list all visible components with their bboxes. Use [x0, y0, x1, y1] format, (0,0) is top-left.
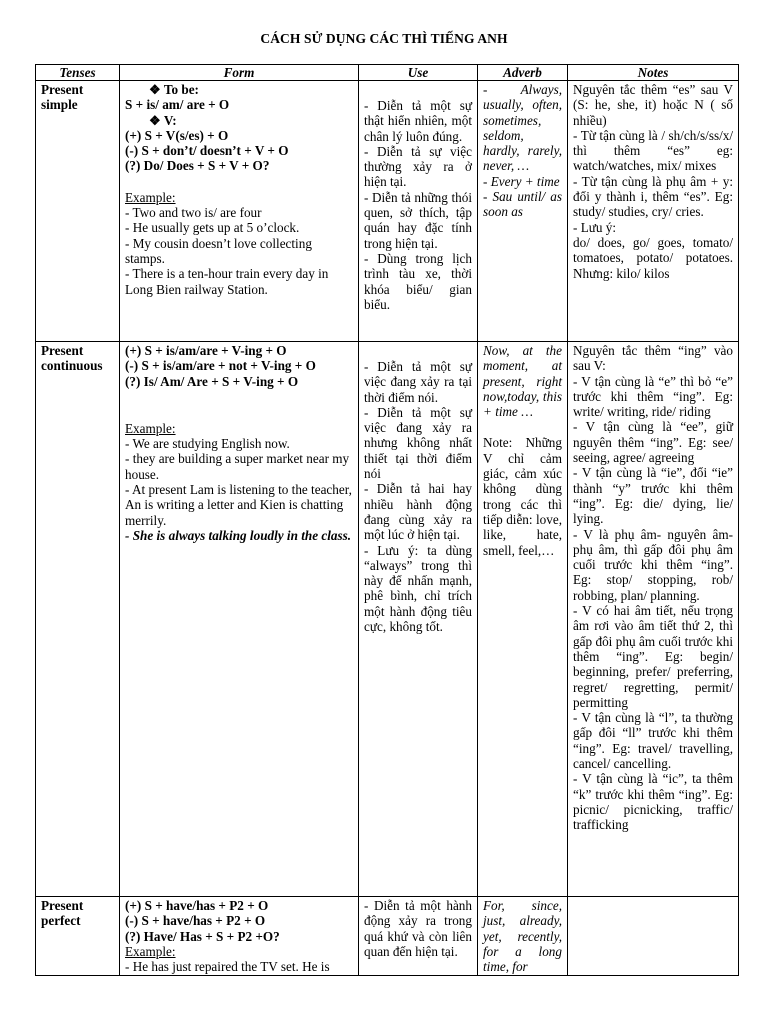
example-line: - they are building a super market near my house.: [125, 451, 350, 482]
page-title: CÁCH SỬ DỤNG CÁC THÌ TIẾNG ANH: [260, 31, 508, 46]
adverb-cell: [478, 897, 568, 976]
tense-cell: Present continuous: [36, 342, 120, 897]
use-cell: [359, 897, 478, 976]
use-item: - Diễn tả hai hay nhiều hành động đang cùng xảy ra một lúc ở hiện tại.: [364, 481, 472, 543]
example-line: - At present Lam is listening to the teacher, An is writing a letter and Kien is chatting merrily.: [125, 482, 352, 528]
formula-line: (?) Do/ Does + S + V + O?: [125, 158, 270, 174]
use-item: - Diễn tả một sự việc đang xảy ra tại thời điểm nói.: [364, 359, 472, 405]
adverb-item: - Sau until/ as soon as: [483, 189, 562, 220]
example-line: - Two and two is/ are four: [125, 205, 262, 221]
formula-line: (?) Is/ Am/ Are + S + V-ing + O: [125, 373, 299, 389]
note-item: Nguyên tắc thêm “es” sau V (S: he, she, it) hoặc N ( số nhiều): [573, 82, 733, 128]
table-row: [36, 81, 739, 342]
formula-line: ❖ To be:: [149, 82, 199, 97]
example-label: Example:: [125, 420, 176, 436]
notes-cell: [568, 81, 739, 342]
use-item: - Diễn tả một hành động xảy ra trong quá khứ và còn liên quan đến hiện tại.: [364, 898, 472, 959]
example-line: - There is a ten-hour train every day in Long Bien railway Station.: [125, 266, 329, 297]
note-item: - V có hai âm tiết, nếu trọng âm rơi vào âm tiết thứ 2, thì gấp đôi phụ âm cuối trước khi thêm “ing”. Eg: begin/ beginning, prefer/ preferring, regret/ regretting, permit/ permitting: [573, 603, 733, 710]
note-item: do/ does, go/ goes, tomato/ tomatoes, potato/ potatoes. Nhưng: kilo/ kilos: [573, 234, 733, 281]
note-item: - V tận cùng là “ee”, giữ nguyên thêm “ing”. Eg: see/ seeing, agree/ agreeing: [573, 419, 733, 466]
formula-line: (+) S + V(s/es) + O: [125, 127, 229, 143]
formula-line: (-) S + is/am/are + not + V-ing + O: [125, 358, 316, 374]
adverb-item: Now, at the moment, at present, right now,today, this + time …: [483, 343, 562, 420]
use-item: - Diễn tả một sự thật hiển nhiên, một chân lý luôn đúng.: [364, 98, 472, 144]
header-tenses: Tenses: [36, 65, 120, 81]
note-item: - Từ tận cùng là phụ âm + y: đổi y thành i, thêm “es”. Eg: study/ studies, cry/ cries.: [573, 173, 733, 220]
header-form: Form: [120, 65, 359, 81]
use-cell: [359, 81, 478, 342]
note-item: - Từ tận cùng là / sh/ch/s/ss/x/ thì thêm “es” eg: watch/watches, mix/ mixes: [573, 127, 733, 174]
example-label: Example:: [125, 189, 176, 205]
note-item: - V tận cùng là “ic”, ta thêm “k” trước khi thêm “ing”. Eg: picnic/ picnicking, traffic/ trafficking: [573, 771, 733, 833]
note-item: - V tận cùng là “e” thì bỏ “e” trước khi thêm “ing”. Eg: write/ writing, ride/ riding: [573, 373, 733, 420]
form-cell: [120, 81, 359, 342]
adverb-item: - Always, usually, often, sometimes, seldom, hardly, rarely, never, …: [483, 82, 562, 174]
use-item: - Dùng trong lịch trình tàu xe, thời khóa biểu/ gian biểu.: [364, 250, 472, 312]
header-notes: Notes: [568, 65, 739, 81]
formula-line: (?) Have/ Has + S + P2 +O?: [125, 928, 280, 944]
adverb-item: Note: Những V chỉ cảm giác, cảm xúc không dùng trong các thì tiếp diễn: love, like, hate, smell, feel,…: [483, 435, 562, 558]
header-adverb: Adverb: [478, 65, 568, 81]
form-cell: [120, 342, 359, 897]
formula-line: (+) S + have/has + P2 + O: [125, 898, 269, 913]
adverb-cell: [478, 81, 568, 342]
notes-cell: [568, 342, 739, 897]
adverb-item: For, since, just, already, yet, recently, for a long time, for: [483, 898, 562, 975]
formula-line: S + is/ am/ are + O: [125, 97, 230, 113]
tense-cell: Present simple: [36, 81, 120, 342]
tense-cell: Present perfect: [36, 897, 120, 976]
formula-line: ❖ V:: [149, 112, 177, 128]
example-line: - He has just repaired the TV set. He is: [125, 959, 330, 975]
note-item: - V tận cùng là “ie”, đổi “ie” thành “y” trước khi thêm “ing”. Eg: die/ dying, lie/ lying.: [573, 465, 733, 527]
example-label: Example:: [125, 943, 176, 959]
note-item: - V là phụ âm- nguyên âm- phụ âm, thì gấp đôi phụ âm cuối trước khi thêm “ing”. Eg: stop/ stopping, rob/ robbing, plan/ planning.: [573, 526, 733, 603]
adverb-item: - Every + time: [483, 173, 560, 189]
notes-cell: [568, 897, 739, 976]
header-use: Use: [359, 65, 478, 81]
example-emphasis-line: - She is always talking loudly in the class.: [125, 527, 352, 543]
use-item: - Diễn tả những thói quen, sở thích, tập quán hay đặc tính trong hiện tại.: [364, 189, 472, 251]
use-item: - Lưu ý: ta dùng “always” trong thì này để nhấn mạnh, phê bình, chỉ trích một hành động tiêu cực, không tốt.: [364, 542, 472, 635]
table-header-row: [36, 65, 739, 81]
form-cell: [120, 897, 359, 976]
example-line: - He usually gets up at 5 o’clock.: [125, 220, 300, 236]
note-item: - V tận cùng là “l”, ta thường gấp đôi “ll” trước khi thêm “ing”. Eg: travel/ travelling, cancel/ cancelling.: [573, 710, 733, 772]
formula-line: (+) S + is/am/are + V-ing + O: [125, 343, 287, 358]
note-item: Nguyên tắc thêm “ing” vào sau V:: [573, 343, 733, 374]
use-item: - Diễn tả một sự việc đang xảy ra nhưng không nhất thiết tại thời điểm nói: [364, 404, 472, 482]
example-line: - My cousin doesn’t love collecting stamps.: [125, 235, 312, 266]
table-row: [36, 897, 739, 976]
table-row: [36, 342, 739, 897]
formula-line: (-) S + have/has + P2 + O: [125, 913, 266, 929]
tenses-table: [35, 64, 739, 976]
example-line: - We are studying English now.: [125, 436, 290, 452]
note-item: - Lưu ý:: [573, 219, 617, 235]
use-item: - Diễn tả sự việc thường xảy ra ở hiện tại.: [364, 143, 472, 190]
use-cell: [359, 342, 478, 897]
adverb-cell: [478, 342, 568, 897]
formula-line: (-) S + don’t/ doesn’t + V + O: [125, 143, 289, 159]
